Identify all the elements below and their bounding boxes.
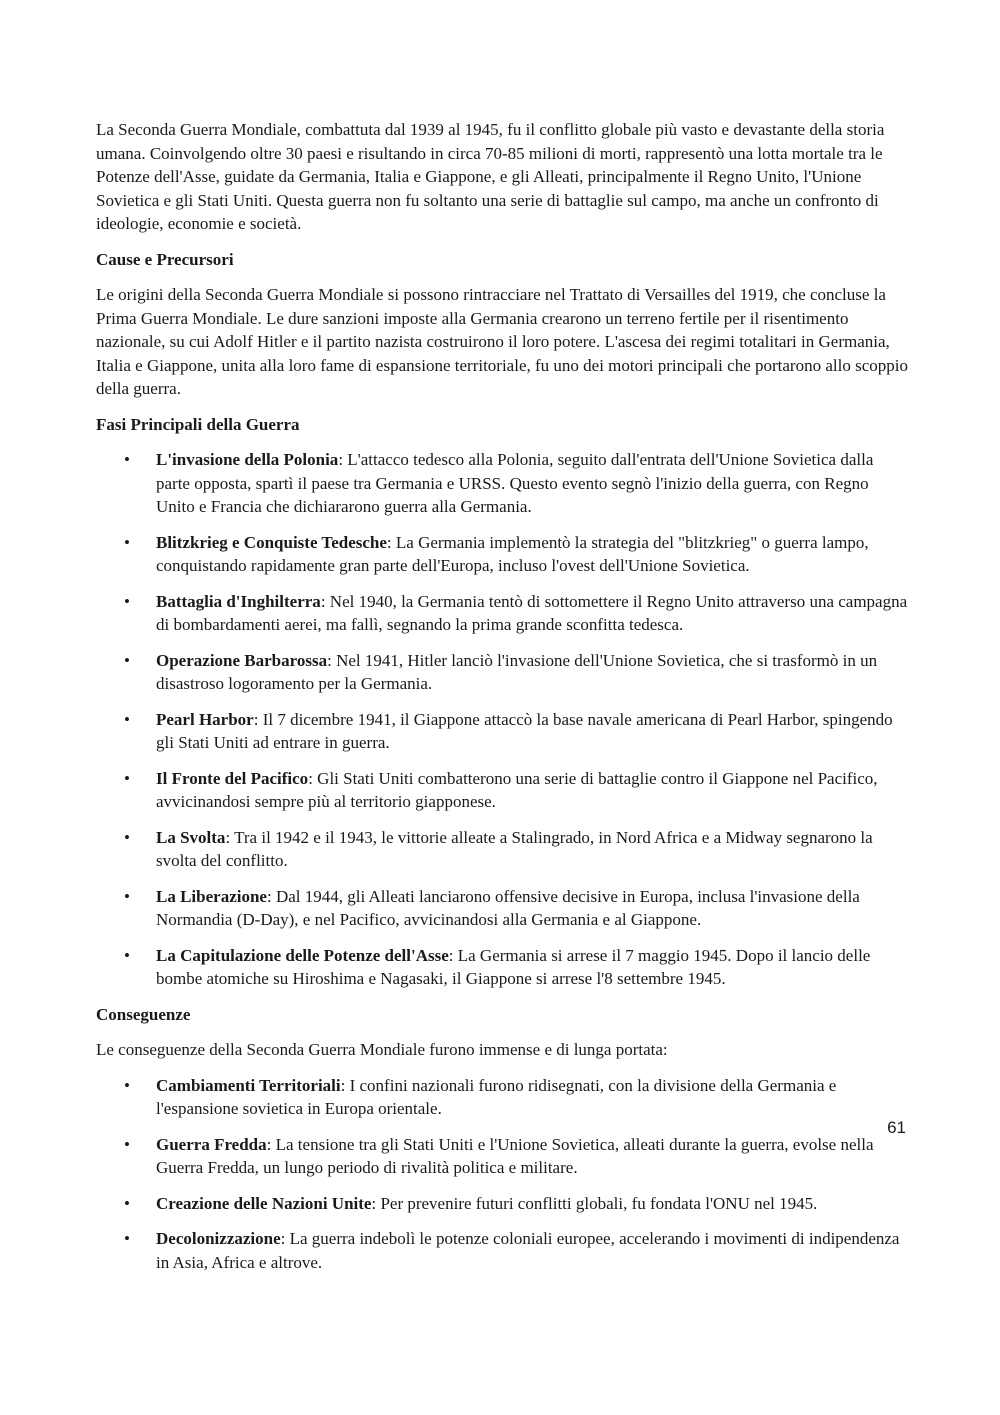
list-item	[96, 531, 908, 578]
bullet-icon: •	[124, 1193, 130, 1213]
section-heading-phases: Fasi Principali della Guerra	[96, 414, 300, 434]
bullet-icon: •	[124, 1229, 130, 1248]
list-item-text: : La tensione tra gli Stati Uniti e l'Unione Sovietica, alleati durante la guerra, evolse nella Guerra Fredda, un lungo periodo di rivalità politica e militare.	[156, 1134, 874, 1177]
bullet-icon: •	[124, 450, 130, 469]
bullet-icon: •	[124, 886, 130, 906]
bullet-icon: •	[124, 945, 130, 965]
list-item	[96, 1074, 908, 1121]
list-item-text: : La Germania implementò la strategia del "blitzkrieg" o guerra lampo, conquistando rapidamente gran parte dell'Europa, incluso l'ovest dell'Unione Sovietica.	[156, 532, 869, 575]
list-item-text: : La Germania si arrese il 7 maggio 1945. Dopo il lancio delle bombe atomiche su Hiroshima e Nagasaki, il Giappone si arrese l'8 settembre 1945.	[156, 945, 871, 988]
consequences-intro: Le conseguenze della Seconda Guerra Mondiale furono immense e di lunga portata:	[96, 1040, 668, 1059]
list-item	[96, 448, 908, 519]
section-heading-causes: Cause e Precursori	[96, 249, 234, 269]
page-number: 61	[887, 1118, 906, 1137]
bullet-icon: •	[124, 709, 130, 729]
list-item-title: Battaglia d'Inghilterra	[156, 591, 321, 611]
list-item-title: Blitzkrieg e Conquiste Tedesche	[156, 532, 387, 552]
causes-paragraph: Le origini della Seconda Guerra Mondiale si possono rintracciare nel Trattato di Versailles del 1919, che concluse la Prima Guerra Mondiale. Le dure sanzioni imposte alla Germania crearono un terreno fertile per il risentimento nazionale, su cui Adolf Hitler e il partito nazista costruirono il loro potere. L'ascesa dei regimi totalitari in Germania, Italia e Giappone, unita alla loro fame di espansione territoriale, fu uno dei motori principali che portarono allo scoppio della guerra.	[96, 285, 908, 398]
list-item-text: : Nel 1941, Hitler lanciò l'invasione dell'Unione Sovietica, che si trasformò in un disastroso logoramento per la Germania.	[156, 650, 878, 693]
list-item-title: L'invasione della Polonia	[156, 450, 339, 469]
list-item-text: : Per prevenire futuri conflitti globali, fu fondata l'ONU nel 1945.	[371, 1193, 818, 1213]
list-item	[96, 590, 908, 637]
list-item	[96, 826, 908, 873]
list-item	[96, 1133, 908, 1180]
list-item	[96, 767, 908, 814]
document-page	[96, 118, 908, 1286]
intro-paragraph: La Seconda Guerra Mondiale, combattuta dal 1939 al 1945, fu il conflitto globale più vasto e devastante della storia umana. Coinvolgendo oltre 30 paesi e risultando in circa 70-85 milioni di morti, rappresentò una lotta mortale tra le Potenze dell'Asse, guidate da Germania, Italia e Giappone, e gli Alleati, principalmente il Regno Unito, l'Unione Sovietica e gli Stati Uniti. Questa guerra non fu soltanto una serie di battaglie sul campo, ma anche un confronto di ideologie, economie e società.	[96, 120, 885, 233]
list-item	[96, 708, 908, 755]
list-item-title: Pearl Harbor	[156, 709, 254, 729]
bullet-icon: •	[124, 591, 130, 611]
list-item	[96, 944, 908, 991]
list-item-title: La Capitulazione delle Potenze dell'Asse	[156, 945, 449, 965]
list-item-text: : Dal 1944, gli Alleati lanciarono offensive decisive in Europa, inclusa l'invasione della Normandia (D-Day), e nel Pacifico, avvicinandosi alla Germania e al Giappone.	[156, 886, 860, 929]
list-item-title: Creazione delle Nazioni Unite	[156, 1193, 372, 1213]
list-item-text: : Il 7 dicembre 1941, il Giappone attaccò la base navale americana di Pearl Harbor, spingendo gli Stati Uniti ad entrare in guerra.	[156, 709, 893, 752]
list-item-text: : Gli Stati Uniti combatterono una serie di battaglie contro il Giappone nel Pacifico, avvicinandosi sempre più al territorio giapponese.	[156, 768, 878, 811]
bullet-icon: •	[124, 1134, 130, 1154]
bullet-icon: •	[124, 827, 130, 847]
phases-list	[96, 448, 908, 991]
list-item-title: Il Fronte del Pacifico	[156, 768, 309, 788]
list-item-title: La Liberazione	[156, 886, 267, 906]
list-item	[96, 1192, 908, 1216]
section-heading-consequences: Conseguenze	[96, 1004, 191, 1024]
list-item-title: Cambiamenti Territoriali	[156, 1075, 341, 1095]
bullet-icon: •	[124, 532, 130, 552]
list-item-title: La Svolta	[156, 827, 226, 847]
list-item-title: Guerra Fredda	[156, 1134, 267, 1154]
list-item-text: : Tra il 1942 e il 1943, le vittorie alleate a Stalingrado, in Nord Africa e a Midway segnarono la svolta del conflitto.	[156, 827, 873, 870]
list-item-text: : Nel 1940, la Germania tentò di sottomettere il Regno Unito attraverso una campagna di bombardamenti aerei, ma fallì, segnando la prima grande sconfitta tedesca.	[156, 591, 908, 634]
list-item	[96, 649, 908, 696]
list-item-title: Decolonizzazione	[156, 1229, 281, 1248]
list-item	[96, 885, 908, 932]
list-item-text: : La guerra indebolì le potenze coloniali europee, accelerando i movimenti di indipendenza in Asia, Africa e altrove.	[156, 1229, 900, 1272]
bullet-icon: •	[124, 650, 130, 670]
bullet-icon: •	[124, 768, 130, 788]
list-item-text: : L'attacco tedesco alla Polonia, seguito dall'entrata dell'Unione Sovietica dalla parte opposta, spartì il paese tra Germania e URSS. Questo evento segnò l'inizio della guerra, con Regno Unito e Francia che dichiararono guerra alla Germania.	[156, 450, 874, 516]
list-item-text: : I confini nazionali furono ridisegnati, con la divisione della Germania e l'espansione sovietica in Europa orientale.	[156, 1075, 837, 1118]
list-item	[96, 1227, 908, 1274]
bullet-icon: •	[124, 1075, 130, 1095]
consequences-list	[96, 1074, 908, 1275]
list-item-title: Operazione Barbarossa	[156, 650, 328, 670]
